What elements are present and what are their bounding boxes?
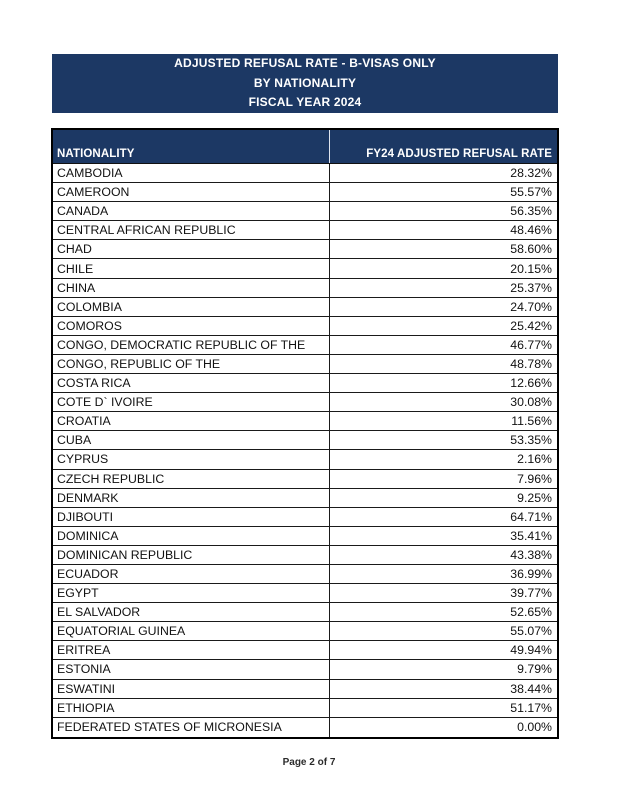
refusal-rate-cell: 7.96% bbox=[517, 471, 552, 486]
table-row bbox=[53, 336, 557, 355]
nationality-cell: FEDERATED STATES OF MICRONESIA bbox=[53, 718, 330, 737]
table-header-row bbox=[53, 130, 557, 164]
nationality-cell: COMOROS bbox=[53, 317, 330, 335]
table-row bbox=[53, 584, 557, 603]
table-row bbox=[53, 412, 557, 431]
refusal-rate-cell: 55.07% bbox=[510, 624, 552, 639]
table-row bbox=[53, 603, 557, 622]
refusal-rate-cell: 9.79% bbox=[517, 662, 552, 677]
nationality-cell: ETHIOPIA bbox=[53, 699, 330, 717]
refusal-rate-cell: 39.77% bbox=[510, 586, 552, 601]
nationality-cell: CUBA bbox=[53, 431, 330, 449]
column-header-fy24-adjusted-refusal-rate: FY24 ADJUSTED REFUSAL RATE bbox=[366, 148, 552, 160]
table-row bbox=[53, 259, 557, 278]
refusal-rate-cell: 58.60% bbox=[510, 242, 552, 257]
refusal-rate-cell: 43.38% bbox=[510, 547, 552, 562]
table-row bbox=[53, 298, 557, 317]
nationality-cell: CHILE bbox=[53, 259, 330, 277]
table-row bbox=[53, 355, 557, 374]
nationality-cell: DJIBOUTI bbox=[53, 508, 330, 526]
refusal-rate-cell: 28.32% bbox=[510, 166, 552, 181]
refusal-rate-cell: 25.42% bbox=[510, 318, 552, 333]
refusal-rate-cell: 25.37% bbox=[510, 280, 552, 295]
table-row bbox=[53, 565, 557, 584]
table-row bbox=[53, 718, 557, 737]
refusal-rate-cell: 24.70% bbox=[510, 299, 552, 314]
nationality-cell: CENTRAL AFRICAN REPUBLIC bbox=[53, 221, 330, 239]
refusal-rate-table bbox=[51, 128, 559, 739]
nationality-cell: CAMBODIA bbox=[53, 164, 330, 182]
refusal-rate-cell: 30.08% bbox=[510, 395, 552, 410]
refusal-rate-cell: 48.46% bbox=[510, 223, 552, 238]
refusal-rate-cell: 11.56% bbox=[511, 414, 552, 429]
report-title-box bbox=[52, 54, 558, 113]
table-row bbox=[53, 546, 557, 565]
refusal-rate-cell: 56.35% bbox=[510, 204, 552, 219]
report-title-line-3: FISCAL YEAR 2024 bbox=[248, 95, 362, 110]
nationality-cell: ECUADOR bbox=[53, 565, 330, 583]
nationality-cell: DENMARK bbox=[53, 489, 330, 507]
table-row bbox=[53, 183, 557, 202]
table-row bbox=[53, 489, 557, 508]
table-row bbox=[53, 317, 557, 336]
refusal-rate-cell: 38.44% bbox=[510, 681, 552, 696]
table-row bbox=[53, 279, 557, 298]
nationality-cell: ERITREA bbox=[53, 641, 330, 659]
table-row bbox=[53, 374, 557, 393]
table-row bbox=[53, 470, 557, 489]
nationality-cell: EL SALVADOR bbox=[53, 603, 330, 621]
nationality-cell: COTE D` IVOIRE bbox=[53, 393, 330, 411]
table-row bbox=[53, 431, 557, 450]
table-row bbox=[53, 450, 557, 469]
refusal-rate-cell: 36.99% bbox=[510, 567, 552, 582]
nationality-cell: COSTA RICA bbox=[53, 374, 330, 392]
column-header-nationality: NATIONALITY bbox=[53, 130, 330, 163]
nationality-cell: CROATIA bbox=[53, 412, 330, 430]
nationality-cell: CONGO, DEMOCRATIC REPUBLIC OF THE bbox=[53, 336, 330, 354]
refusal-rate-cell: 12.66% bbox=[510, 376, 552, 391]
refusal-rate-cell: 55.57% bbox=[510, 185, 552, 200]
table-row bbox=[53, 508, 557, 527]
refusal-rate-cell: 35.41% bbox=[510, 528, 552, 543]
nationality-cell: CAMEROON bbox=[53, 183, 330, 201]
report-title-line-1: ADJUSTED REFUSAL RATE - B-VISAS ONLY bbox=[174, 56, 436, 71]
refusal-rate-cell: 48.78% bbox=[510, 356, 552, 371]
table-row bbox=[53, 641, 557, 660]
nationality-cell: CHAD bbox=[53, 240, 330, 258]
nationality-cell: ESTONIA bbox=[53, 660, 330, 678]
refusal-rate-cell: 51.17% bbox=[510, 700, 552, 715]
table-body bbox=[53, 164, 557, 737]
nationality-cell: CYPRUS bbox=[53, 450, 330, 468]
table-row bbox=[53, 240, 557, 259]
refusal-rate-cell: 9.25% bbox=[517, 490, 552, 505]
table-row bbox=[53, 393, 557, 412]
table-row bbox=[53, 202, 557, 221]
refusal-rate-cell: 46.77% bbox=[510, 337, 552, 352]
nationality-cell: COLOMBIA bbox=[53, 298, 330, 316]
table-row bbox=[53, 660, 557, 679]
table-row bbox=[53, 164, 557, 183]
nationality-cell: CHINA bbox=[53, 279, 330, 297]
refusal-rate-cell: 53.35% bbox=[510, 433, 552, 448]
nationality-cell: DOMINICA bbox=[53, 527, 330, 545]
nationality-cell: EGYPT bbox=[53, 584, 330, 602]
table-row bbox=[53, 221, 557, 240]
nationality-cell: ESWATINI bbox=[53, 680, 330, 698]
nationality-cell: DOMINICAN REPUBLIC bbox=[53, 546, 330, 564]
refusal-rate-cell: 49.94% bbox=[510, 643, 552, 658]
nationality-cell: EQUATORIAL GUINEA bbox=[53, 622, 330, 640]
table-row bbox=[53, 680, 557, 699]
refusal-rate-cell: 64.71% bbox=[510, 509, 552, 524]
table-row bbox=[53, 699, 557, 718]
refusal-rate-cell: 52.65% bbox=[510, 605, 552, 620]
nationality-cell: CANADA bbox=[53, 202, 330, 220]
table-row bbox=[53, 622, 557, 641]
refusal-rate-cell: 2.16% bbox=[517, 452, 552, 467]
refusal-rate-cell: 20.15% bbox=[510, 261, 552, 276]
report-title-line-2: BY NATIONALITY bbox=[253, 75, 357, 90]
refusal-rate-cell: 0.00% bbox=[517, 720, 552, 735]
nationality-cell: CONGO, REPUBLIC OF THE bbox=[53, 355, 330, 373]
nationality-cell: CZECH REPUBLIC bbox=[53, 470, 330, 488]
page-number-footer: Page 2 of 7 bbox=[282, 757, 336, 768]
table-row bbox=[53, 527, 557, 546]
